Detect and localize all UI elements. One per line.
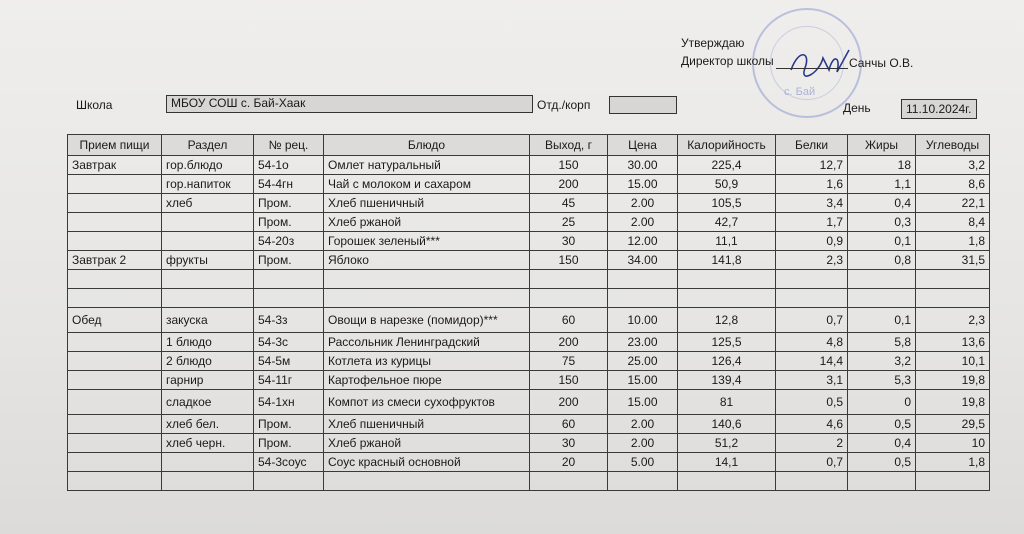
table-cell: 0: [848, 390, 916, 415]
table-cell: [68, 472, 162, 491]
table-cell: 0,8: [848, 251, 916, 270]
director-label: Директор школы: [681, 54, 774, 68]
table-cell: [68, 434, 162, 453]
table-row: [68, 371, 990, 390]
table-cell: [162, 453, 254, 472]
table-cell: 2 блюдо: [162, 352, 254, 371]
table-cell: 54-5м: [254, 352, 324, 371]
table-cell: [68, 453, 162, 472]
dept-field: [609, 96, 677, 114]
table-cell: Пром.: [254, 251, 324, 270]
table-cell: 125,5: [678, 333, 776, 352]
table-cell: 15.00: [608, 175, 678, 194]
table-cell: 1,8: [916, 453, 990, 472]
table-cell: [68, 352, 162, 371]
table-cell: 1,6: [776, 175, 848, 194]
table-cell: Соус красный основной: [324, 453, 530, 472]
column-header: Прием пищи: [68, 135, 162, 156]
table-cell: [162, 289, 254, 308]
table-cell: 0,1: [848, 232, 916, 251]
table-cell: 54-1о: [254, 156, 324, 175]
table-cell: гарнир: [162, 371, 254, 390]
table-cell: 14,4: [776, 352, 848, 371]
table-cell: [68, 333, 162, 352]
table-cell: 75: [530, 352, 608, 371]
table-cell: 54-3з: [254, 308, 324, 333]
day-label: День: [843, 101, 871, 115]
table-cell: Овощи в нарезке (помидор)***: [324, 308, 530, 333]
table-cell: Обед: [68, 308, 162, 333]
table-cell: 2.00: [608, 415, 678, 434]
table-cell: [68, 232, 162, 251]
table-cell: 105,5: [678, 194, 776, 213]
table-cell: 200: [530, 333, 608, 352]
approve-label: Утверждаю: [681, 36, 745, 50]
table-cell: Хлеб пшеничный: [324, 194, 530, 213]
table-cell: 12.00: [608, 232, 678, 251]
table-cell: Хлеб ржаной: [324, 213, 530, 232]
table-cell: 15.00: [608, 390, 678, 415]
table-cell: [776, 472, 848, 491]
table-cell: 20: [530, 453, 608, 472]
table-row: [68, 156, 990, 175]
table-cell: 51,2: [678, 434, 776, 453]
table-cell: [678, 289, 776, 308]
table-cell: [916, 472, 990, 491]
day-field: 11.10.2024г.: [901, 99, 977, 119]
table-cell: 5.00: [608, 453, 678, 472]
table-row: [68, 390, 990, 415]
table-cell: 5,8: [848, 333, 916, 352]
table-cell: 12,7: [776, 156, 848, 175]
table-cell: гор.напиток: [162, 175, 254, 194]
table-cell: 54-11г: [254, 371, 324, 390]
table-cell: 0,5: [776, 390, 848, 415]
table-cell: 30.00: [608, 156, 678, 175]
table-cell: [68, 390, 162, 415]
table-cell: [848, 289, 916, 308]
table-cell: [916, 270, 990, 289]
table-cell: 54-4гн: [254, 175, 324, 194]
table-cell: 22,1: [916, 194, 990, 213]
table-cell: 15.00: [608, 371, 678, 390]
school-label: Школа: [76, 98, 113, 112]
table-cell: 25.00: [608, 352, 678, 371]
table-cell: 2.00: [608, 194, 678, 213]
menu-table: [67, 134, 990, 491]
table-cell: Картофельное пюре: [324, 371, 530, 390]
column-header: Жиры: [848, 135, 916, 156]
table-cell: Котлета из курицы: [324, 352, 530, 371]
table-cell: [254, 472, 324, 491]
table-cell: 4,6: [776, 415, 848, 434]
table-cell: 1,7: [776, 213, 848, 232]
table-cell: 25: [530, 213, 608, 232]
table-cell: 3,2: [848, 352, 916, 371]
table-cell: 2.00: [608, 434, 678, 453]
table-cell: [68, 415, 162, 434]
table-cell: [530, 289, 608, 308]
table-cell: [162, 232, 254, 251]
table-cell: Яблоко: [324, 251, 530, 270]
table-cell: [162, 213, 254, 232]
table-cell: Пром.: [254, 194, 324, 213]
column-header: № рец.: [254, 135, 324, 156]
signature-line: [776, 68, 848, 69]
table-cell: 8,4: [916, 213, 990, 232]
table-cell: Завтрак 2: [68, 251, 162, 270]
table-cell: Чай с молоком и сахаром: [324, 175, 530, 194]
table-row: [68, 289, 990, 308]
table-cell: 5,3: [848, 371, 916, 390]
table-cell: хлеб бел.: [162, 415, 254, 434]
column-header: Выход, г: [530, 135, 608, 156]
table-cell: 0,7: [776, 453, 848, 472]
table-row: [68, 434, 990, 453]
table-row: [68, 175, 990, 194]
table-cell: [324, 270, 530, 289]
director-signature: [785, 44, 855, 84]
table-cell: хлеб черн.: [162, 434, 254, 453]
column-header: Калорийность: [678, 135, 776, 156]
table-cell: фрукты: [162, 251, 254, 270]
table-cell: [68, 270, 162, 289]
table-row: [68, 453, 990, 472]
table-cell: [68, 213, 162, 232]
table-cell: 150: [530, 251, 608, 270]
table-cell: [68, 175, 162, 194]
table-cell: 0,7: [776, 308, 848, 333]
table-cell: Хлеб пшеничный: [324, 415, 530, 434]
table-cell: 12,8: [678, 308, 776, 333]
table-cell: 18: [848, 156, 916, 175]
table-cell: 8,6: [916, 175, 990, 194]
table-cell: закуска: [162, 308, 254, 333]
table-cell: [68, 371, 162, 390]
table-cell: [608, 289, 678, 308]
table-cell: 54-1хн: [254, 390, 324, 415]
table-cell: 200: [530, 390, 608, 415]
table-cell: [324, 472, 530, 491]
table-cell: 29,5: [916, 415, 990, 434]
table-row: [68, 333, 990, 352]
table-cell: 11,1: [678, 232, 776, 251]
table-cell: 42,7: [678, 213, 776, 232]
table-cell: 31,5: [916, 251, 990, 270]
table-cell: 45: [530, 194, 608, 213]
table-cell: Завтрак: [68, 156, 162, 175]
table-cell: гор.блюдо: [162, 156, 254, 175]
table-cell: 60: [530, 415, 608, 434]
table-cell: 1 блюдо: [162, 333, 254, 352]
column-header: Блюдо: [324, 135, 530, 156]
table-cell: [776, 270, 848, 289]
table-cell: 50,9: [678, 175, 776, 194]
table-cell: 0,4: [848, 434, 916, 453]
table-cell: [608, 270, 678, 289]
table-cell: 200: [530, 175, 608, 194]
column-header: Раздел: [162, 135, 254, 156]
table-cell: 0,5: [848, 415, 916, 434]
table-cell: [68, 289, 162, 308]
table-cell: Пром.: [254, 415, 324, 434]
table-cell: 2: [776, 434, 848, 453]
table-cell: [678, 472, 776, 491]
table-cell: 0,1: [848, 308, 916, 333]
table-cell: 23.00: [608, 333, 678, 352]
table-cell: 81: [678, 390, 776, 415]
table-cell: 0,3: [848, 213, 916, 232]
table-row: [68, 308, 990, 333]
table-cell: [848, 270, 916, 289]
table-cell: 30: [530, 434, 608, 453]
table-cell: [324, 289, 530, 308]
table-cell: 54-3с: [254, 333, 324, 352]
table-cell: 4,8: [776, 333, 848, 352]
table-cell: 54-3соус: [254, 453, 324, 472]
table-cell: [254, 289, 324, 308]
dept-label: Отд./корп: [537, 98, 591, 112]
table-cell: [608, 472, 678, 491]
table-cell: 0,5: [848, 453, 916, 472]
table-cell: сладкое: [162, 390, 254, 415]
table-cell: Компот из смеси сухофруктов: [324, 390, 530, 415]
table-cell: хлеб: [162, 194, 254, 213]
table-cell: Горошек зеленый***: [324, 232, 530, 251]
table-row: [68, 232, 990, 251]
table-cell: 140,6: [678, 415, 776, 434]
table-cell: Пром.: [254, 213, 324, 232]
table-cell: Пром.: [254, 434, 324, 453]
table-cell: 10: [916, 434, 990, 453]
table-row: [68, 251, 990, 270]
table-cell: 3,1: [776, 371, 848, 390]
director-name: Санчы О.В.: [849, 56, 914, 70]
table-cell: 150: [530, 156, 608, 175]
table-cell: 30: [530, 232, 608, 251]
table-cell: [68, 194, 162, 213]
table-cell: 3,4: [776, 194, 848, 213]
column-header: Цена: [608, 135, 678, 156]
table-cell: 54-20з: [254, 232, 324, 251]
table-cell: [530, 472, 608, 491]
table-cell: Рассольник Ленинградский: [324, 333, 530, 352]
table-row: [68, 352, 990, 371]
table-cell: 10.00: [608, 308, 678, 333]
column-header: Белки: [776, 135, 848, 156]
table-cell: [162, 270, 254, 289]
table-cell: [848, 472, 916, 491]
table-header-row: [68, 135, 990, 156]
table-cell: 0,9: [776, 232, 848, 251]
table-cell: 19,8: [916, 371, 990, 390]
table-cell: [254, 270, 324, 289]
table-row: [68, 213, 990, 232]
table-cell: 34.00: [608, 251, 678, 270]
table-cell: [776, 289, 848, 308]
table-cell: [530, 270, 608, 289]
table-cell: Омлет натуральный: [324, 156, 530, 175]
table-cell: 1,8: [916, 232, 990, 251]
table-cell: 225,4: [678, 156, 776, 175]
table-cell: Хлеб ржаной: [324, 434, 530, 453]
table-row: [68, 472, 990, 491]
stamp-text: с. Бай: [784, 86, 816, 98]
table-row: [68, 194, 990, 213]
table-cell: 60: [530, 308, 608, 333]
table-cell: 13,6: [916, 333, 990, 352]
column-header: Углеводы: [916, 135, 990, 156]
table-cell: 2,3: [916, 308, 990, 333]
table-cell: 126,4: [678, 352, 776, 371]
table-cell: 141,8: [678, 251, 776, 270]
table-cell: [162, 472, 254, 491]
table-cell: [678, 270, 776, 289]
table-cell: 0,4: [848, 194, 916, 213]
table-cell: 3,2: [916, 156, 990, 175]
school-field: МБОУ СОШ с. Бай-Хаак: [166, 95, 533, 113]
table-cell: 14,1: [678, 453, 776, 472]
table-cell: 150: [530, 371, 608, 390]
table-cell: 10,1: [916, 352, 990, 371]
table-cell: 2.00: [608, 213, 678, 232]
table-cell: 139,4: [678, 371, 776, 390]
table-cell: 19,8: [916, 390, 990, 415]
table-row: [68, 270, 990, 289]
table-cell: 2,3: [776, 251, 848, 270]
table-cell: 1,1: [848, 175, 916, 194]
table-row: [68, 415, 990, 434]
table-cell: [916, 289, 990, 308]
